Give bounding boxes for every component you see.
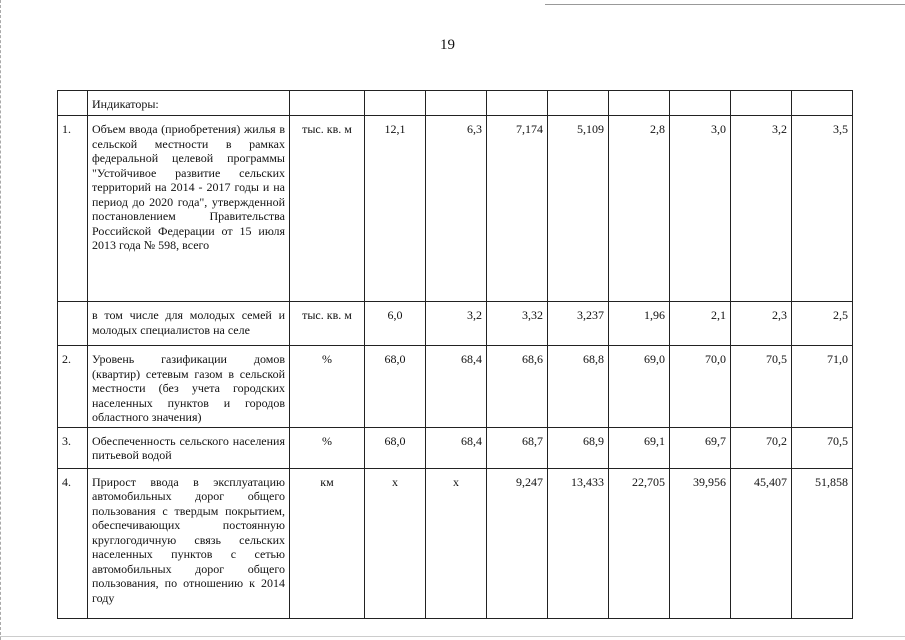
value-cell: 9,247 [487, 468, 548, 618]
value-cell: 68,4 [426, 346, 487, 428]
unit-cell: км [290, 468, 365, 618]
value-cell: 7,174 [487, 116, 548, 302]
header-empty-cell [290, 91, 365, 116]
value-cell: 71,0 [792, 346, 853, 428]
value-cell: 5,109 [548, 116, 609, 302]
row-number [58, 302, 88, 346]
row-number: 4. [58, 468, 88, 618]
value-cell: 3,32 [487, 302, 548, 346]
value-cell: 69,1 [609, 427, 670, 468]
value-cell: 70,0 [670, 346, 731, 428]
value-cell: 12,1 [365, 116, 426, 302]
value-cell: 3,2 [426, 302, 487, 346]
value-cell: 70,2 [731, 427, 792, 468]
value-cell: 51,858 [792, 468, 853, 618]
row-number: 1. [58, 116, 88, 302]
table-row [58, 427, 853, 468]
header-empty-cell [792, 91, 853, 116]
header-empty-cell [487, 91, 548, 116]
header-num-cell [58, 91, 88, 116]
value-cell: 69,0 [609, 346, 670, 428]
value-cell: 69,7 [670, 427, 731, 468]
header-empty-cell [670, 91, 731, 116]
table-row [58, 116, 853, 302]
value-cell: 70,5 [792, 427, 853, 468]
header-empty-cell [548, 91, 609, 116]
value-cell: 3,237 [548, 302, 609, 346]
table-row [58, 302, 853, 346]
scan-border-top [545, 4, 905, 5]
value-cell: 68,9 [548, 427, 609, 468]
value-cell: 3,0 [670, 116, 731, 302]
value-cell: 45,407 [731, 468, 792, 618]
scan-border-bottom [0, 636, 905, 637]
value-cell: 1,96 [609, 302, 670, 346]
header-empty-cell [609, 91, 670, 116]
table-header-row [58, 91, 853, 116]
value-cell: 13,433 [548, 468, 609, 618]
value-cell: 3,2 [731, 116, 792, 302]
indicator-name: Обеспеченность сельского населения питьевой водой [88, 427, 290, 468]
table-row [58, 346, 853, 428]
value-cell: 68,8 [548, 346, 609, 428]
value-cell: 3,5 [792, 116, 853, 302]
row-number: 2. [58, 346, 88, 428]
scan-border-left [0, 0, 1, 640]
value-cell: 68,6 [487, 346, 548, 428]
value-cell: 39,956 [670, 468, 731, 618]
indicator-name: Уровень газификации домов (квартир) сетевым газом в сельской местности (без учета городских населенных пунктов и городов областного значения) [88, 346, 290, 428]
row-number: 3. [58, 427, 88, 468]
value-cell: 2,1 [670, 302, 731, 346]
value-cell: 22,705 [609, 468, 670, 618]
page-number: 19 [440, 37, 455, 53]
value-cell: 70,5 [731, 346, 792, 428]
value-cell: 2,5 [792, 302, 853, 346]
value-cell: 2,3 [731, 302, 792, 346]
value-cell: 6,0 [365, 302, 426, 346]
value-cell: х [426, 468, 487, 618]
indicator-name: в том числе для молодых семей и молодых специалистов на селе [88, 302, 290, 346]
indicators-table [57, 90, 853, 619]
value-cell: х [365, 468, 426, 618]
unit-cell: % [290, 346, 365, 428]
unit-cell: тыс. кв. м [290, 116, 365, 302]
indicator-name: Объем ввода (приобретения) жилья в сельской местности в рамках федеральной целевой программы "Устойчивое развитие сельских территорий на 2014 - 2017 годы и на период до 2020 года", утвержденной постановлением Правительства Российской Федерации от 15 июля 2013 года № 598, всего [88, 116, 290, 302]
value-cell: 6,3 [426, 116, 487, 302]
unit-cell: тыс. кв. м [290, 302, 365, 346]
value-cell: 68,7 [487, 427, 548, 468]
header-empty-cell [426, 91, 487, 116]
value-cell: 2,8 [609, 116, 670, 302]
value-cell: 68,4 [426, 427, 487, 468]
header-empty-cell [365, 91, 426, 116]
unit-cell: % [290, 427, 365, 468]
value-cell: 68,0 [365, 427, 426, 468]
value-cell: 68,0 [365, 346, 426, 428]
header-empty-cell [731, 91, 792, 116]
table-row [58, 468, 853, 618]
header-label: Индикаторы: [88, 91, 290, 116]
indicator-name: Прирост ввода в эксплуатацию автомобильных дорог общего пользования с твердым покрытием, обеспечивающих постоянную круглогодичную связь сельских населенных пунктов с сетью автомобильных дорог общего пользования, по отношению к 2014 году [88, 468, 290, 618]
